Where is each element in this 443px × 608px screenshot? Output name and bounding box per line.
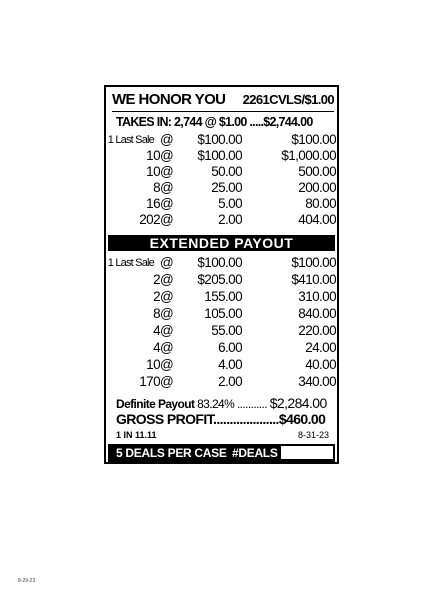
extended-price: $205.00 [197, 272, 242, 287]
payout-total: 200.00 [298, 180, 336, 195]
takes-in-line: TAKES IN: 2,744 @ $1.00 .....$2,744.00 [116, 115, 313, 129]
gross-profit-value: $460.00 [278, 411, 326, 427]
deals-per-case: 5 DEALS PER CASE [116, 446, 227, 460]
payout-leader-dots [242, 212, 286, 227]
extended-row [108, 374, 338, 390]
payout-leader-dots [242, 196, 286, 211]
definite-payout-label: Definite Payout [116, 397, 195, 411]
extended-qty: 4 [153, 323, 160, 338]
payout-price: $100.00 [197, 132, 242, 147]
payout-price: 25.00 [211, 180, 242, 195]
gross-profit-label: GROSS PROFIT [116, 411, 214, 427]
extended-qty: 2 [153, 289, 160, 304]
extended-row [108, 357, 338, 373]
extended-total: $410.00 [291, 272, 336, 287]
extended-total: 340.00 [298, 374, 336, 389]
extended-leader-dots [242, 357, 286, 372]
deals-entry-box [281, 446, 333, 459]
payout-leader-dots [242, 180, 286, 195]
payout-row [108, 164, 338, 180]
payout-price: $100.00 [197, 148, 242, 163]
definite-payout-value: $2,284.00 [269, 395, 327, 411]
payout-at: @ [160, 196, 174, 211]
extended-row [108, 289, 338, 305]
definite-payout-percent: 83.24% [197, 397, 235, 411]
gross-profit-dots: .................... [213, 411, 279, 427]
extended-qty: 170 [139, 374, 160, 389]
definite-payout-dots: ........... [236, 397, 268, 411]
payout-total: $1,000.00 [281, 148, 336, 163]
payout-price: 50.00 [211, 164, 242, 179]
extended-at: @ [160, 306, 174, 321]
pull-tab-flare-card [104, 85, 339, 464]
extended-at: @ [160, 374, 174, 389]
gross-profit-line [116, 411, 338, 427]
extended-price: 105.00 [204, 306, 242, 321]
payout-leader-dots [242, 148, 286, 163]
extended-total: 40.00 [305, 357, 336, 372]
extended-price: 2.00 [218, 374, 242, 389]
payout-at: @ [160, 180, 174, 195]
extended-leader-dots [242, 374, 286, 389]
payout-row [108, 132, 338, 148]
form-number: 2261CVLS/$1.00 [242, 92, 334, 107]
extended-total: 220.00 [298, 323, 336, 338]
extended-total: 310.00 [298, 289, 336, 304]
extended-payout-banner: EXTENDED PAYOUT [108, 235, 335, 251]
payout-at: @ [160, 148, 174, 163]
payout-qty: 16 [146, 196, 160, 211]
deals-tag: #DEALS [232, 446, 278, 460]
payout-total: 500.00 [298, 164, 336, 179]
card-date: 8-31-23 [297, 430, 329, 440]
extended-qty: 2 [153, 272, 160, 287]
extended-qty: 4 [153, 340, 160, 355]
payout-qty: 1 Last Sale [107, 134, 154, 146]
payout-at: @ [160, 212, 174, 227]
payout-qty: 10 [146, 164, 160, 179]
payout-price: 2.00 [218, 212, 242, 227]
extended-row [108, 340, 338, 356]
extended-total: $100.00 [291, 255, 336, 270]
odds-label: 1 IN 11.11 [116, 430, 157, 440]
extended-qty: 8 [153, 306, 160, 321]
payout-leader-dots [242, 164, 286, 179]
extended-at: @ [160, 272, 174, 287]
extended-at: @ [160, 323, 174, 338]
sheet-date: 8-29-23 [18, 578, 36, 584]
payout-total: $100.00 [291, 132, 336, 147]
payout-row [108, 148, 338, 164]
extended-at: @ [160, 289, 174, 304]
payout-qty: 10 [146, 148, 160, 163]
payout-price: 5.00 [218, 196, 242, 211]
payout-at: @ [160, 164, 174, 179]
extended-leader-dots [242, 255, 286, 270]
extended-price: 55.00 [211, 323, 242, 338]
extended-leader-dots [242, 340, 286, 355]
payout-leader-dots [242, 132, 286, 147]
payout-row [108, 180, 338, 196]
extended-price: 155.00 [204, 289, 242, 304]
payout-qty: 202 [139, 212, 160, 227]
extended-qty: 1 Last Sale [107, 257, 154, 269]
definite-payout-line [116, 395, 338, 411]
extended-leader-dots [242, 323, 286, 338]
extended-total: 840.00 [298, 306, 336, 321]
payout-total: 80.00 [305, 196, 336, 211]
extended-price: 6.00 [218, 340, 242, 355]
extended-at: @ [160, 255, 174, 270]
extended-leader-dots [242, 306, 286, 321]
extended-row [108, 306, 338, 322]
extended-leader-dots [242, 272, 286, 287]
payout-qty: 8 [153, 180, 160, 195]
extended-leader-dots [242, 289, 286, 304]
extended-row [108, 272, 338, 288]
extended-at: @ [160, 357, 174, 372]
game-title: WE HONOR YOU [112, 91, 226, 108]
extended-qty: 10 [146, 357, 160, 372]
card-header [112, 91, 334, 112]
extended-total: 24.00 [305, 340, 336, 355]
payout-row [108, 212, 338, 228]
payout-total: 404.00 [298, 212, 336, 227]
payout-row [108, 196, 338, 212]
extended-at: @ [160, 340, 174, 355]
extended-price: 4.00 [218, 357, 242, 372]
payout-at: @ [160, 132, 174, 147]
extended-row [108, 255, 338, 271]
extended-price: $100.00 [197, 255, 242, 270]
deals-footer [108, 444, 335, 462]
extended-row [108, 323, 338, 339]
